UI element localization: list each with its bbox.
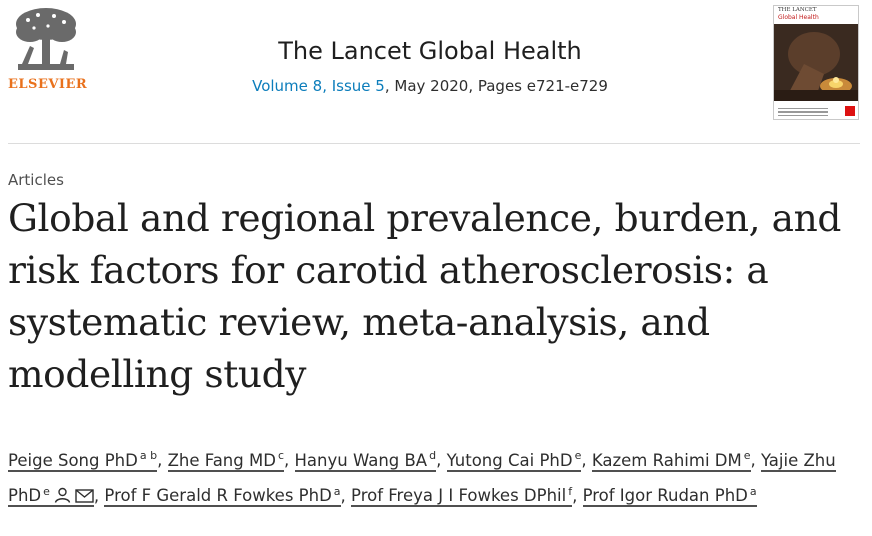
cover-title-line2: Global Health (778, 14, 819, 21)
cover-red-mark (845, 106, 855, 116)
volume-issue-link[interactable]: Volume 8, Issue 5 (252, 77, 385, 95)
author-link-corresponding[interactable]: Yajie Zhu PhD $^e$ (8, 451, 836, 508)
journal-cover-image[interactable] (773, 5, 859, 120)
author-link[interactable]: Yutong Cai PhD $^e$ (446, 449, 582, 470)
elsevier-wordmark: ELSEVIER (8, 77, 88, 92)
person-icon (54, 482, 71, 513)
elsevier-logo[interactable] (8, 6, 88, 96)
author-link[interactable]: Prof Freya J I Fowkes DPhil $^f$ (351, 484, 573, 505)
elsevier-tree-icon (8, 6, 84, 76)
author-link[interactable]: Kazem Rahimi DM $^e$ (591, 449, 751, 470)
article-category: Articles (8, 171, 64, 189)
article-title: Global and regional prevalence, burden, and risk factors for carotid atherosclerosis: a systematic review, meta-analysis, and modelling study (8, 196, 841, 396)
cover-footer (774, 101, 858, 119)
author-link[interactable]: Prof Igor Rudan PhD $^a$ (582, 484, 757, 505)
cover-title-line1: THE LANCET (778, 7, 817, 13)
author-link[interactable]: Zhe Fang MD $^c$ (167, 449, 284, 470)
author-link[interactable]: Peige Song PhD $^{a b}$ (8, 449, 158, 470)
issue-info (160, 77, 700, 95)
cover-masthead (774, 6, 858, 24)
article-header (0, 0, 872, 144)
journal-title[interactable]: The Lancet Global Health (278, 37, 582, 65)
author-link[interactable]: Prof F Gerald R Fowkes PhD $^a$ (104, 484, 341, 505)
cover-photo (774, 24, 859, 102)
author-link[interactable]: Hanyu Wang BA $^d$ (294, 449, 437, 470)
header-divider (8, 143, 860, 144)
envelope-icon (75, 482, 94, 513)
issue-date-pages: , May 2020, Pages e721-e729 (384, 77, 608, 95)
author-list: Peige Song PhD $^{a b}$, Zhe Fang MD $^c$, Hanyu Wang BA $^d$, Yutong Cai PhD $^e$, Kazem Rahimi DM $^e$, Yajie Zhu PhD $^e$ , Prof F Gerald R Fowkes PhD $^a$, Prof Freya J I Fowkes DPhil $^f$, Prof Igor Rudan PhD $^a$ (8, 440, 868, 513)
cover-text-lines (778, 106, 828, 117)
